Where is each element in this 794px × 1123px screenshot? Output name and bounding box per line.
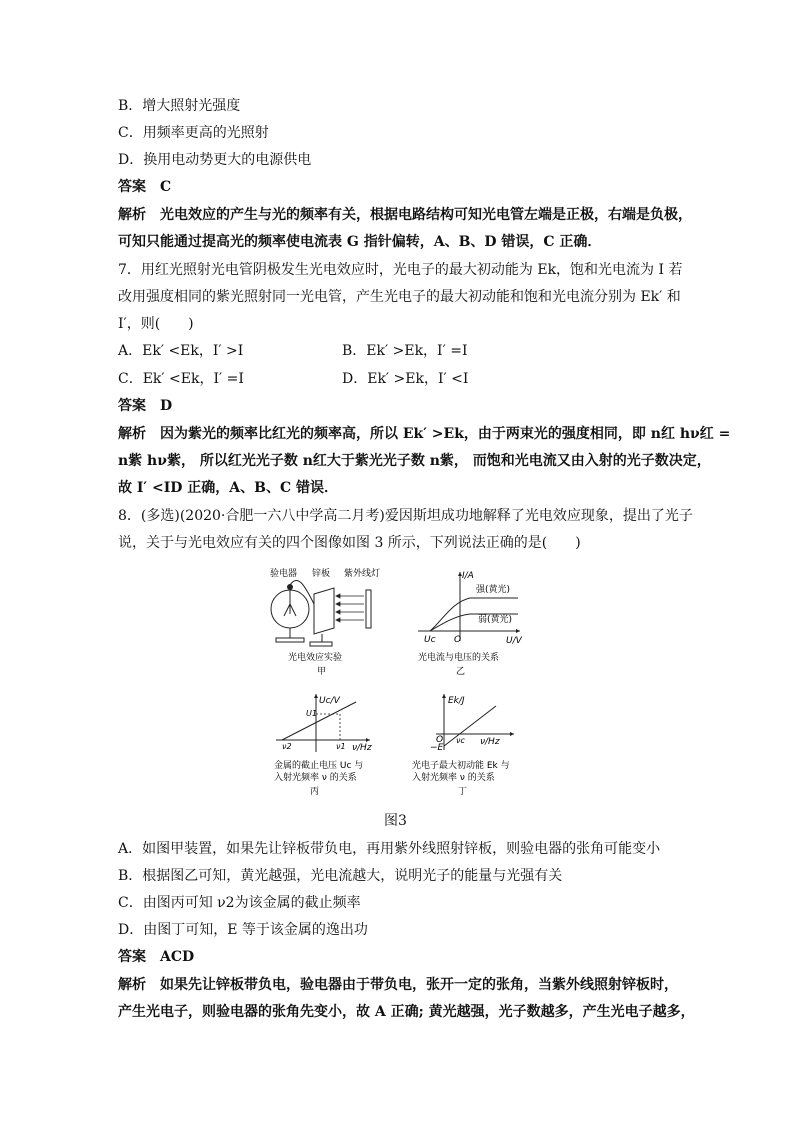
ylabel-bing: Uc/V <box>319 696 340 706</box>
option-7-d: D．Ek′ >Ek，I′ <I <box>342 371 469 387</box>
nu2-label: ν2 <box>282 742 292 751</box>
option-d-prev: D．换用电动势更大的电源供电 <box>118 152 312 168</box>
option-7-c: C．Ek′ <Ek，I′ =I <box>118 371 244 387</box>
question-7-line-3: I′，则( ) <box>118 316 194 332</box>
ylabel-yi: I/A <box>462 571 474 581</box>
option-8-a: A．如图甲装置，如果先让锌板带负电，再用紫外线照射锌板，则验电器的张角可能变小 <box>118 841 661 857</box>
option-7-a: A．Ek′ <Ek，I′ >I <box>118 343 244 359</box>
explanation-7-line-1: 解析 因为紫光的频率比红光的频率高，所以 Ek′ >Ek，由于两束光的强度相同，即 n红 hν红 = <box>118 426 731 442</box>
minus-e-label: −E <box>430 743 444 753</box>
line-bing <box>282 702 356 740</box>
caption-jia: 光电效应实验 <box>288 653 343 663</box>
uv-rays-icon <box>336 594 364 622</box>
option-c-prev: C．用频率更高的光照射 <box>118 125 269 141</box>
explanation-6-line-2: 可知只能通过提高光的频率使电流表 G 指针偏转，A、B、D 错误，C 正确． <box>118 234 602 250</box>
label-uv-lamp: 紫外线灯 <box>344 569 381 579</box>
caption-bing-1: 金属的截止电压 Uc 与 <box>274 761 364 771</box>
caption-ding-2: 入射光频率 ν 的关系 <box>412 773 495 783</box>
figure-ding <box>408 690 538 804</box>
option-7-b: B．Ek′ >Ek，I′ =I <box>342 343 468 359</box>
question-7-line-2: 改用强度相同的紫光照射同一光电管，产生光电子的最大初动能和饱和光电流分别为 Ek′ 和 <box>118 289 681 305</box>
question-8-line-1: 8．(多选)(2020·合肥一六八中学高二月考)爱因斯坦成功地解释了光电效应现象，提出了光子 <box>118 508 693 524</box>
option-b-prev: B．增大照射光强度 <box>118 98 241 114</box>
nu1-label: ν1 <box>336 742 346 751</box>
explanation-8-line-1: 解析 如果先让锌板带负电，验电器由于带负电，张开一定的张角，当紫外线照射锌板时， <box>118 977 678 993</box>
figure-bing <box>270 690 396 804</box>
zinc-plate-icon <box>310 588 334 646</box>
xlabel-yi: U/V <box>506 636 522 646</box>
wire <box>290 580 314 604</box>
explanation-8-line-2: 产生光电子，则验电器的张角先变小，故 A 正确; 黄光越强，光子数越多，产生光电子越多， <box>118 1004 695 1020</box>
explanation-7-line-2: n紫 hν紫， 所以红光光子数 n红大于紫光光子数 n紫， 而饱和光电流又由入射的光子数决定， <box>118 453 711 469</box>
axes-yi <box>418 572 520 641</box>
tag-bing: 丙 <box>310 787 320 797</box>
uc-label-yi: Uc <box>424 635 436 645</box>
caption-bing-2: 入射光频率 ν 的关系 <box>274 773 357 783</box>
option-8-d: D．由图丁可知，E 等于该金属的逸出功 <box>118 922 368 938</box>
caption-ding-1: 光电子最大初动能 Ek 与 <box>412 761 510 771</box>
label-weak: 弱(黄光) <box>478 615 513 625</box>
xlabel-bing: ν/Hz <box>352 743 372 753</box>
figure-jia <box>264 564 394 680</box>
explanation-6-line-1: 解析 光电效应的产生与光的频率有关，根据电路结构可知光电管左端是正极，右端是负极， <box>118 207 692 223</box>
answer-6: 答案 C <box>118 179 172 195</box>
electroscope-icon <box>271 585 309 643</box>
caption-yi: 光电流与电压的关系 <box>418 653 500 663</box>
tag-ding: 丁 <box>458 787 468 797</box>
answer-7: 答案 D <box>118 398 173 414</box>
figure-yi <box>412 566 542 680</box>
label-electroscope: 验电器 <box>270 569 298 579</box>
u1-label: U1 <box>306 709 317 718</box>
nuc-label: νc <box>456 736 465 745</box>
answer-8: 答案 ACD <box>118 949 195 965</box>
question-7-line-1: 7．用红光照射光电管阴极发生光电效应时，光电子的最大初动能为 Ek，饱和光电流为 I 若 <box>118 262 683 278</box>
origin-ding: O <box>436 735 444 745</box>
tag-yi: 乙 <box>456 667 466 677</box>
option-8-b: B．根据图乙可知，黄光越强，光电流越大，说明光子的能量与光强有关 <box>118 868 563 884</box>
option-8-c: C．由图丙可知 ν2为该金属的截止频率 <box>118 895 361 911</box>
figure-caption: 图3 <box>384 813 407 829</box>
tag-jia: 甲 <box>317 667 327 677</box>
label-strong: 强(黄光) <box>476 585 511 595</box>
explanation-7-line-3: 故 I′ <ID 正确，A、B、C 错误． <box>118 480 338 496</box>
ylabel-ding: Ek/J <box>448 696 465 706</box>
question-8-line-2: 说，关于与光电效应有关的四个图像如图 3 所示，下列说法正确的是( ) <box>118 535 581 551</box>
origin-yi: O <box>454 635 462 645</box>
uv-lamp-icon <box>366 590 371 628</box>
xlabel-ding: ν/Hz <box>480 737 500 747</box>
label-zinc-plate: 锌板 <box>312 569 331 579</box>
